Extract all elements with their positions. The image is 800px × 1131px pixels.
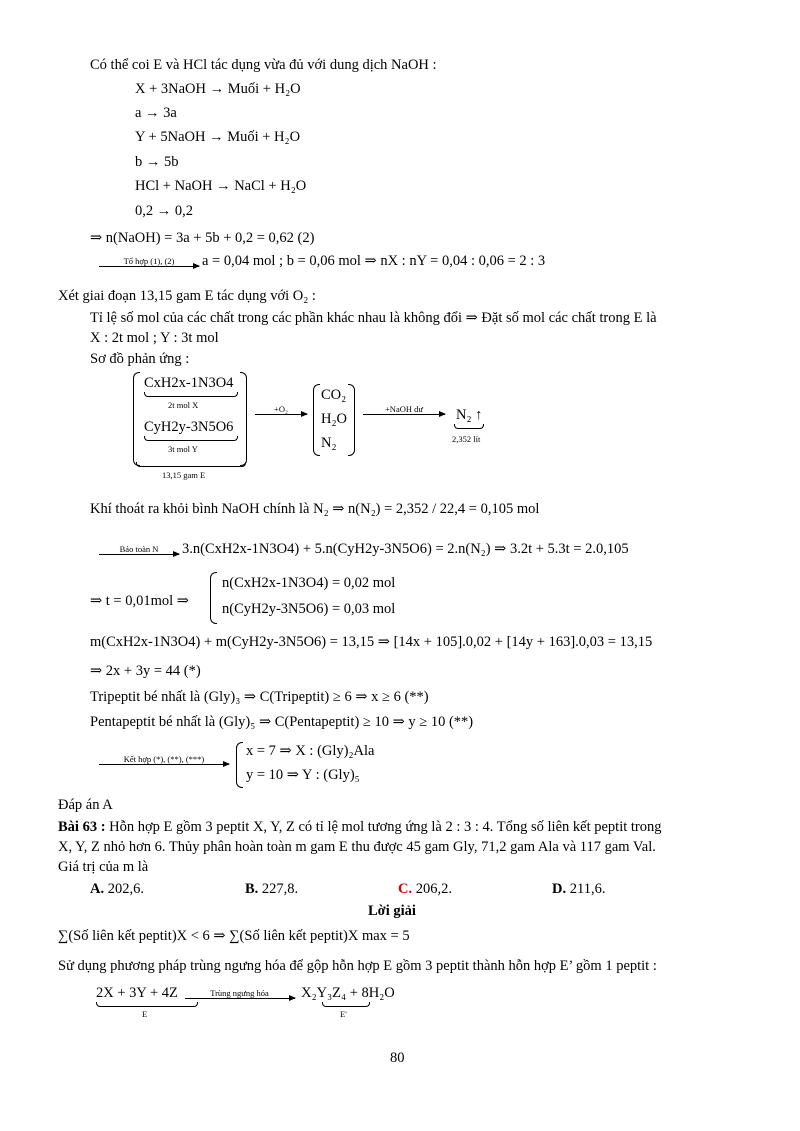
equation-hcl: HCl + NaOH → NaCl + H₂O — [135, 178, 307, 194]
line-condensation — [96, 984, 395, 1002]
line-combine — [96, 252, 545, 270]
product-co2: CO₂ — [321, 387, 347, 403]
combine-label: Tổ hợp (1), (2) — [123, 256, 175, 267]
equation-x: X + 3NaOH → Muối + H₂O — [135, 81, 301, 97]
option-d: D. 211,6. — [552, 881, 606, 897]
condensation-tail: + 8H₂O — [346, 985, 395, 1001]
option-a: A. 202,6. — [90, 881, 144, 897]
condensation-e: E — [142, 1009, 148, 1019]
line-n-conservation — [96, 540, 629, 558]
equation-y-mol: b → 5b — [135, 154, 179, 170]
product-n2: N₂ — [321, 435, 337, 451]
peptide-y-formula: CyH2y-3N5O6 — [144, 419, 234, 435]
product-h2o: H₂O — [321, 411, 347, 427]
option-b: B. 227,8. — [245, 881, 299, 897]
condensation-lhs: 2X + 3Y + 4Z — [96, 985, 178, 1001]
line-scheme-title: Sơ đồ phản ứng : — [90, 351, 190, 367]
line-ratio-cont: X : 2t mol ; Y : 3t mol — [90, 330, 219, 346]
result-x: x = 7 ⇒ X : (Gly)₂Ala — [246, 743, 375, 759]
peptide-x-formula: CxH2x-1N3O4 — [144, 375, 234, 391]
line-mass-balance: m(CxH2x-1N3O4) + m(CyH2y-3N5O6) = 13,15 ⇒ [14x + 105].0,02 + [14y + 163].0,03 = 13,15 — [90, 634, 653, 650]
condensation-rhs: X₂Y₃Z₄ — [301, 985, 347, 1001]
option-c: C. 206,2. — [398, 881, 452, 897]
solution-heading: Lời giải — [368, 903, 416, 919]
section-heading: Xét giai đoạn 13,15 gam E tác dụng với O₂ : — [58, 288, 316, 304]
line-pentapeptide: Pentapeptit bé nhất là (Gly)₅ ⇒ C(Pentapeptit) ≥ 10 ⇒ y ≥ 10 (**) — [90, 714, 474, 730]
naoh-excess-label: +NaOH dư — [385, 404, 423, 415]
problem-text-3: Giá trị của m là — [58, 859, 149, 875]
combine-result: a = 0,04 mol ; b = 0,06 mol ⇒ nX : nY = 0,04 : 0,06 = 2 : 3 — [202, 253, 546, 269]
peptide-x-mol: 2t mol X — [168, 400, 199, 410]
page-number: 80 — [390, 1050, 405, 1066]
mol-y-value: n(CyH2y-3N5O6) = 0,03 mol — [222, 601, 396, 617]
condensation-e-prime: E' — [340, 1009, 347, 1019]
oxygen-label: +O₂ — [274, 404, 288, 415]
line-2x3y: ⇒ 2x + 3y = 44 (*) — [90, 663, 201, 679]
equation-x-mol: a → 3a — [135, 105, 177, 121]
problem-number: Bài 63 : — [58, 819, 106, 835]
line-ratio: Tỉ lệ số mol của các chất trong các phần khác nhau là không đổi ⇒ Đặt số mol các chất trong E là — [90, 310, 657, 326]
line-peptide-bonds: ∑(Số liên kết peptit)X < 6 ⇒ ∑(Số liên kết peptit)X max = 5 — [58, 928, 410, 944]
line-tripeptide: Tripeptit bé nhất là (Gly)₃ ⇒ C(Tripeptit) ≥ 6 ⇒ x ≥ 6 (**) — [90, 689, 429, 705]
n2-output: N₂ ↑ — [456, 407, 483, 423]
line-t-value: ⇒ t = 0,01mol ⇒ — [90, 593, 189, 609]
problem-63 — [58, 818, 662, 836]
problem-text-2: X, Y, Z nhỏ hơn 6. Thủy phân hoàn toàn m gam E thu được 45 gam Gly, 71,2 gam Ala và 117 gam Val. — [58, 839, 656, 855]
n-conservation-label: Bảo toàn N — [119, 544, 159, 555]
n-conservation-equation: 3.n(CxH2x-1N3O4) + 5.n(CyH2y-3N5O6) = 2.n(N₂) ⇒ 3.2t + 5.3t = 2.0,105 — [182, 541, 629, 557]
peptide-y-mol: 3t mol Y — [168, 444, 198, 454]
line-method: Sử dụng phương pháp trùng ngưng hóa để gộp hỗn hợp E gồm 3 peptit thành hỗn hợp E’ gồm 1 peptit : — [58, 958, 657, 974]
mixture-mass: 13,15 gam E — [162, 470, 206, 480]
line-gas-n2: Khí thoát ra khỏi bình NaOH chính là N₂ ⇒ n(N₂) = 2,352 / 22,4 = 0,105 mol — [90, 501, 540, 517]
answer-key: Đáp án A — [58, 797, 113, 813]
result-y: y = 10 ⇒ Y : (Gly)₅ — [246, 767, 360, 783]
line-combine-result — [96, 750, 232, 768]
n2-volume: 2,352 lít — [452, 434, 481, 444]
combine-conditions-label: Kết hợp (*), (**), (***) — [123, 754, 205, 765]
equation-y: Y + 5NaOH → Muối + H₂O — [135, 129, 301, 145]
line-intro: Có thể coi E và HCl tác dụng vừa đủ với dung dịch NaOH : — [90, 57, 437, 73]
problem-text-1: Hỗn hợp E gồm 3 peptit X, Y, Z có tỉ lệ mol tương ứng là 2 : 3 : 4. Tổng số liên kết peptit trong — [105, 819, 662, 835]
equation-naoh-total: ⇒ n(NaOH) = 3a + 5b + 0,2 = 0,62 (2) — [90, 230, 315, 246]
condensation-label: Trùng ngưng hóa — [210, 988, 269, 999]
mol-x-value: n(CxH2x-1N3O4) = 0,02 mol — [222, 575, 396, 591]
equation-hcl-mol: 0,2 → 0,2 — [135, 203, 193, 219]
